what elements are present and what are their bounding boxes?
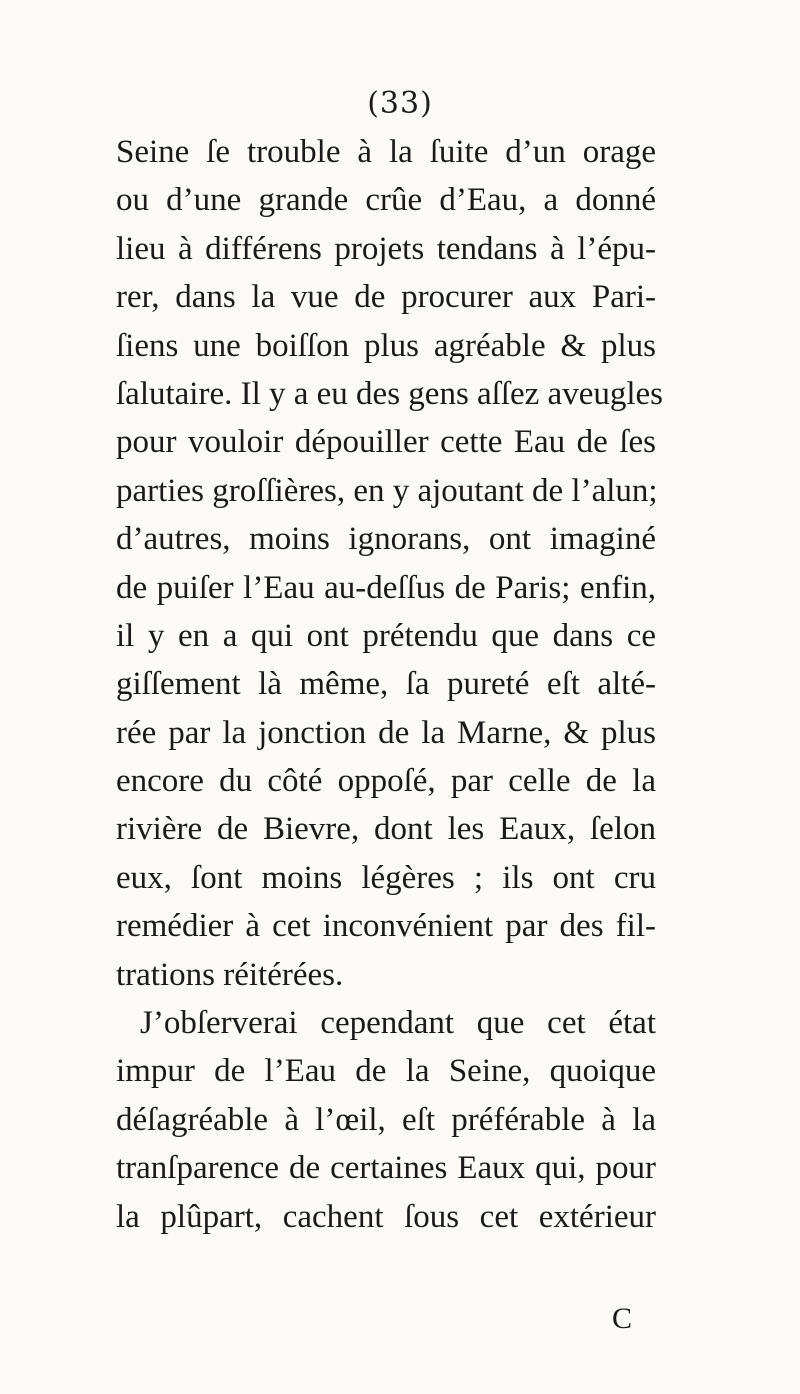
text-line: rée par la jonction de la Marne, & plus [116,714,656,751]
text-line: rivière de Bievre, dont les Eaux, ſelon [116,811,656,848]
text-line: ſalutaire. Il y a eu des gens aſſez aveugles [116,375,664,412]
text-line: ou d’une grande crûe d’Eau, a donné [116,182,656,219]
text-line: impur de l’Eau de la Seine, quoique [116,1053,656,1090]
text-line: de puiſer l’Eau au-deſſus de Paris; enfin, [116,569,656,606]
text-line: la plûpart, cachent ſous cet extérieur [116,1198,656,1235]
text-line: ſiens une boiſſon plus agréable & plus [116,327,656,364]
text-line: remédier à cet inconvénient par des fil- [116,908,656,945]
text-line: rer, dans la vue de procurer aux Pari- [116,279,656,316]
text-line: eux, ſont moins légères ; ils ont cru [116,859,656,896]
body-text [116,128,664,1241]
page-number: (33) [367,86,433,121]
signature-mark: C [612,1302,633,1335]
text-line: parties groſſières, en y ajoutant de l’alun; [116,472,658,509]
text-line: d’autres, moins ignorans, ont imaginé [116,521,656,558]
text-line: Seine ſe trouble à la ſuite d’un orage [116,134,656,170]
text-line: lieu à différens projets tendans à l’épu- [116,230,656,267]
text-line: pour vouloir dépouiller cette Eau de ſes [116,424,656,461]
text-line: tranſparence de certaines Eaux qui, pour [116,1150,656,1187]
text-line: trations réitérées. [116,956,344,993]
text-line: giſſement là même, ſa pureté eſt alté- [116,666,656,703]
text-line: il y en a qui ont prétendu que dans ce [116,617,656,654]
text-line: J’obſerverai cependant que cet état [140,1005,656,1042]
text-line: déſagréable à l’œil, eſt préférable à la [116,1101,656,1138]
text-line: encore du côté oppoſé, par celle de la [116,763,656,800]
